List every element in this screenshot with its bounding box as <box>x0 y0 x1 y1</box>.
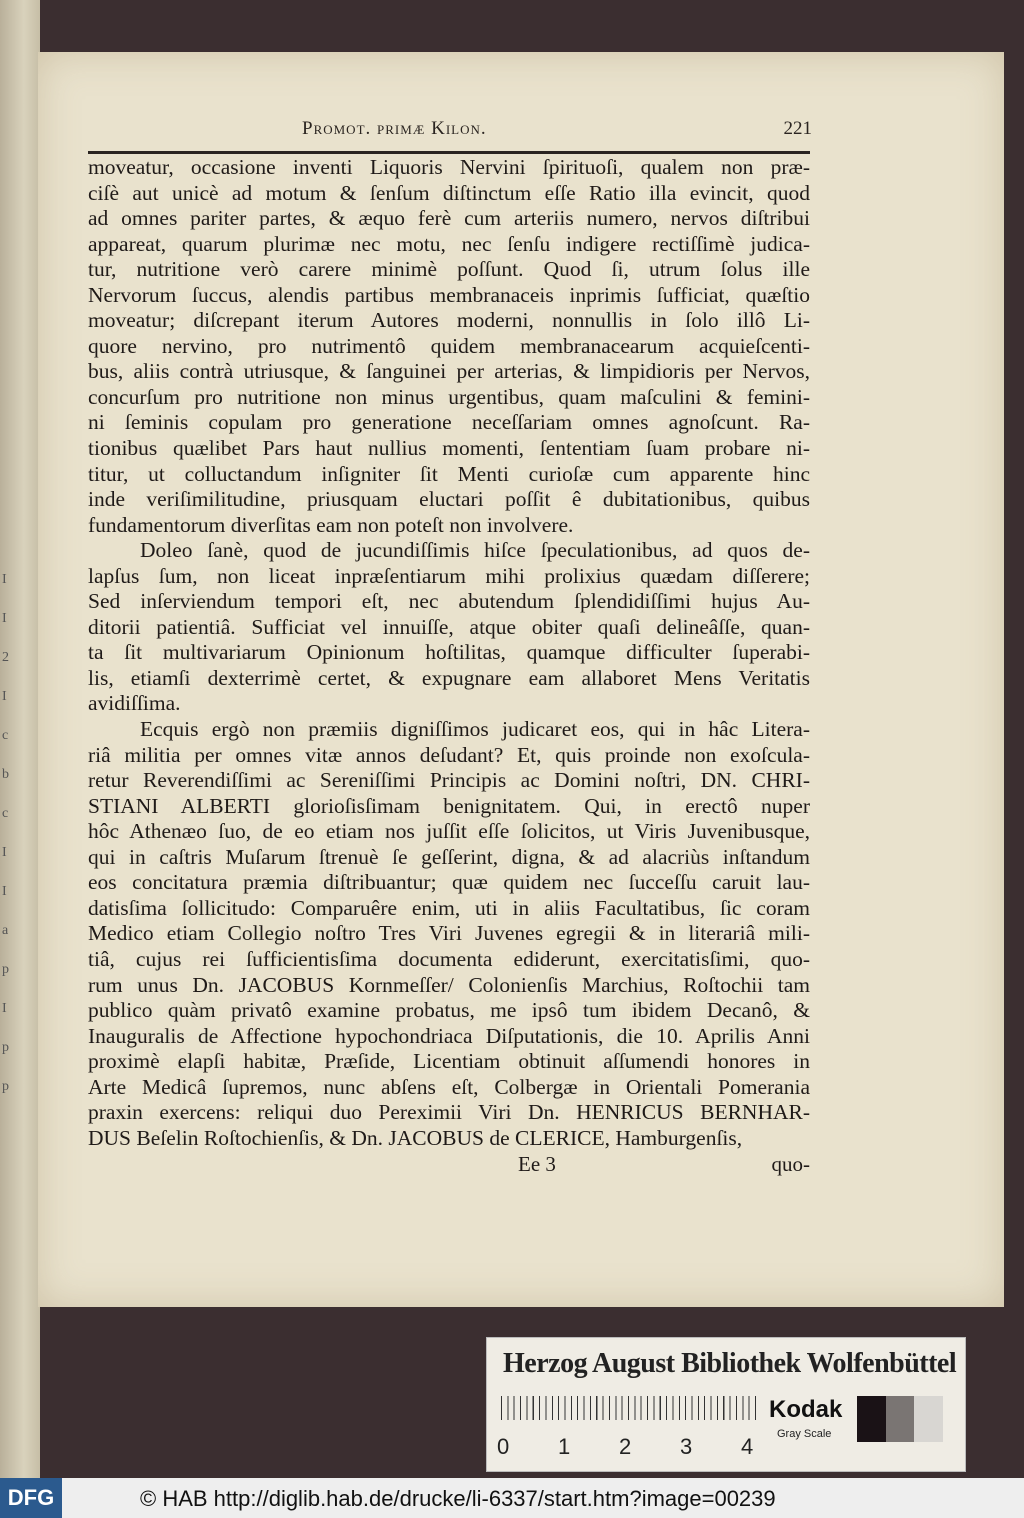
page-footer <box>88 1152 810 1182</box>
signature-mark: Ee 3 <box>518 1152 556 1176</box>
text-line: ciſè aut unicè ad motum & ſenſum diſtinctum eſſe Ratio illa evincit, quod <box>88 180 810 205</box>
text-line: Ecquis ergò non præmiis digniſſimos judicaret eos, qui in hâc Litera- <box>140 717 810 742</box>
text-line: quore nervino, pro nutrimentô quidem membranacearum acquieſcenti- <box>88 333 810 358</box>
adjacent-page-mark: b <box>2 767 9 782</box>
library-name: Herzog August Bibliothek Wolfenbüttel <box>503 1348 957 1379</box>
adjacent-page-mark: I <box>2 689 7 704</box>
adjacent-page-mark: p <box>2 1079 9 1094</box>
ruler-number: 4 <box>741 1434 754 1459</box>
text-line: fundamentorum diverſitas eam non poteſt non involvere. <box>88 512 574 537</box>
text-line: STIANI ALBERTI glorioſisſimam benignitatem. Qui, in erectô nuper <box>88 793 810 818</box>
text-line: Medico etiam Collegio noſtro Tres Viri Juvenes egregii & in literariâ mili- <box>88 921 810 946</box>
text-line: praxin exercens: reliqui duo Pereximii Viri Dn. HENRICUS BERNHAR- <box>88 1100 810 1125</box>
text-line: lapſus ſum, non liceat inpræſentiarum mihi prolixius quædam diſſerere; <box>88 563 810 588</box>
adjacent-page-mark: I <box>2 884 7 899</box>
adjacent-page-mark: a <box>2 923 9 938</box>
text-line: inde veriſimilitudine, priusquam eluctari poſſit ê dubitationibus, quibus <box>88 487 810 512</box>
text-line: Nervorum ſuccus, alendis partibus membranaceis inprimis ſufficiat, quæſtio <box>88 282 810 307</box>
kodak-brand: Kodak <box>769 1396 843 1423</box>
gray-scale-label: Gray Scale <box>777 1428 832 1440</box>
viewer-footer <box>0 1478 1024 1518</box>
gray-swatch <box>857 1396 886 1442</box>
running-title: Promot. primæ Kilon. <box>302 118 487 139</box>
text-line: ni ſeminis copulam pro generatione neceſſariam omnes agnoſcunt. Ra- <box>88 410 810 435</box>
ruler-number: 3 <box>680 1434 693 1459</box>
text-line: riâ militia per omnes vitæ annos deſudant? Et, quis proinde non exoſcula- <box>88 742 810 767</box>
text-line: concurſum pro nutritione non minus urgentibus, quam maſculini & femini- <box>88 384 810 409</box>
copyright-link[interactable]: © HAB http://diglib.hab.de/drucke/li-6337/start.htm?image=00239 <box>140 1486 776 1511</box>
adjacent-page-mark: c <box>2 806 9 821</box>
text-line: Arte Medicâ ſupremos, nunc abſens eſt, Colbergæ in Orientali Pomerania <box>88 1074 810 1099</box>
adjacent-page-mark: p <box>2 1040 9 1055</box>
ruler-ticks <box>501 1396 757 1420</box>
catchword: quo- <box>771 1152 810 1176</box>
running-header <box>302 118 812 146</box>
text-line: Sed inſerviendum tempori eſt, nec abutendum ſplendidiſſimi hujus Au- <box>88 589 810 614</box>
text-line: DUS Beſelin Roſtochienſis, & Dn. JACOBUS de CLERICE, Hamburgenſis, <box>88 1125 743 1150</box>
text-line: rum unus Dn. JACOBUS Kornmeſſer/ Colonienſis Marchius, Roſtochii tam <box>88 972 810 997</box>
adjacent-page-edge <box>0 0 40 1478</box>
measurement-ruler <box>497 1396 757 1459</box>
text-line: appareat, quarum plurimæ nec motu, nec ſenſu indigere rectiſſimè judica- <box>88 231 810 256</box>
ruler-number: 1 <box>558 1434 571 1459</box>
adjacent-page-mark: I <box>2 845 7 860</box>
text-line: bus, aliis contrà utriusque, & ſanguinei per arterias, & limpidioris per Nervos, <box>88 359 810 384</box>
gray-swatch <box>886 1396 915 1442</box>
text-line: Doleo ſanè, quod de jucundiſſimis hiſce ſpeculationibus, ad quos de- <box>140 538 810 563</box>
text-line: publico quàm privatô examine probatus, me ipsô tum ibidem Decanô, & <box>88 998 810 1023</box>
text-line: tionibus quælibet Pars haut nullius momenti, ſententiam ſuam probare ni- <box>88 436 810 461</box>
adjacent-page-mark: I <box>2 572 7 587</box>
header-rule <box>88 151 810 154</box>
dfg-logo: DFG <box>0 1478 62 1518</box>
library-color-card <box>486 1337 966 1472</box>
text-line: eos concitatura præmia diſtribuantur; quæ quidem nec ſucceſſu caruit lau- <box>88 870 810 895</box>
adjacent-page-mark: c <box>2 728 9 743</box>
ruler-number: 0 <box>497 1434 510 1459</box>
text-line: titur, ut colluctandum inſigniter ſit Menti curioſæ cum apparente hinc <box>88 461 810 486</box>
text-line: hôc Athenæo ſuo, de eo etiam nos juſſit eſſe ſolicitos, ut Viris Juvenibusque, <box>88 819 810 844</box>
text-line: ta ſit multivariarum Opinionum hoſtilitas, quamque difficulter ſuperabi- <box>88 640 810 665</box>
page-number: 221 <box>783 118 812 139</box>
adjacent-page-mark: 2 <box>2 650 9 665</box>
adjacent-page-mark: I <box>2 1001 7 1016</box>
text-line: retur Reverendiſſimi ac Sereniſſimi Principis ac Domini noſtri, DN. CHRI- <box>88 768 810 793</box>
text-line: lis, etiamſi dexterrimè certet, & expugnare eam allaboret Mens Veritatis <box>88 665 810 690</box>
text-line: avidiſſima. <box>88 691 181 716</box>
text-line: tur, nutritione verò carere minimè poſſunt. Quod ſi, utrum ſolus ille <box>88 257 810 282</box>
text-line: datisſima ſollicitudo: Comparuêre enim, uti in aliis Facultatibus, ſic coram <box>88 895 810 920</box>
gray-swatch <box>914 1396 943 1442</box>
text-line: moveatur; diſcrepant iterum Autores moderni, nonnullis in ſolo illô Li- <box>88 308 810 333</box>
text-line: tiâ, cujus rei ſufficientisſima documenta ediderunt, exercitatisſimi, quo- <box>88 946 810 971</box>
adjacent-page-mark: I <box>2 611 7 626</box>
text-line: Inauguralis de Affectione hypochondriaca Diſputationis, die 10. Aprilis Anni <box>88 1023 810 1048</box>
text-line: proximè elapſi habitæ, Præſide, Licentiam obtinuit aſſumendi honores in <box>88 1049 810 1074</box>
gray-scale-swatches <box>857 1396 943 1442</box>
ruler-number: 2 <box>619 1434 632 1459</box>
text-line: ad omnes pariter partes, & æquo ferè cum arteriis numero, nervos diſtribui <box>88 206 810 231</box>
adjacent-page-marks <box>2 560 32 1106</box>
adjacent-page-mark: p <box>2 962 9 977</box>
body-text <box>88 155 810 1151</box>
text-line: ditorii patientiâ. Sufficiat vel innuiſſe, atque obiter quaſi delineâſſe, quan- <box>88 614 810 639</box>
text-line: moveatur, occasione inventi Liquoris Nervini ſpirituoſi, qualem non præ- <box>88 155 810 179</box>
text-line: qui in caſtris Muſarum ſtrenuè ſe geſſerint, digna, & ad alacriùs inſtandum <box>88 844 810 869</box>
